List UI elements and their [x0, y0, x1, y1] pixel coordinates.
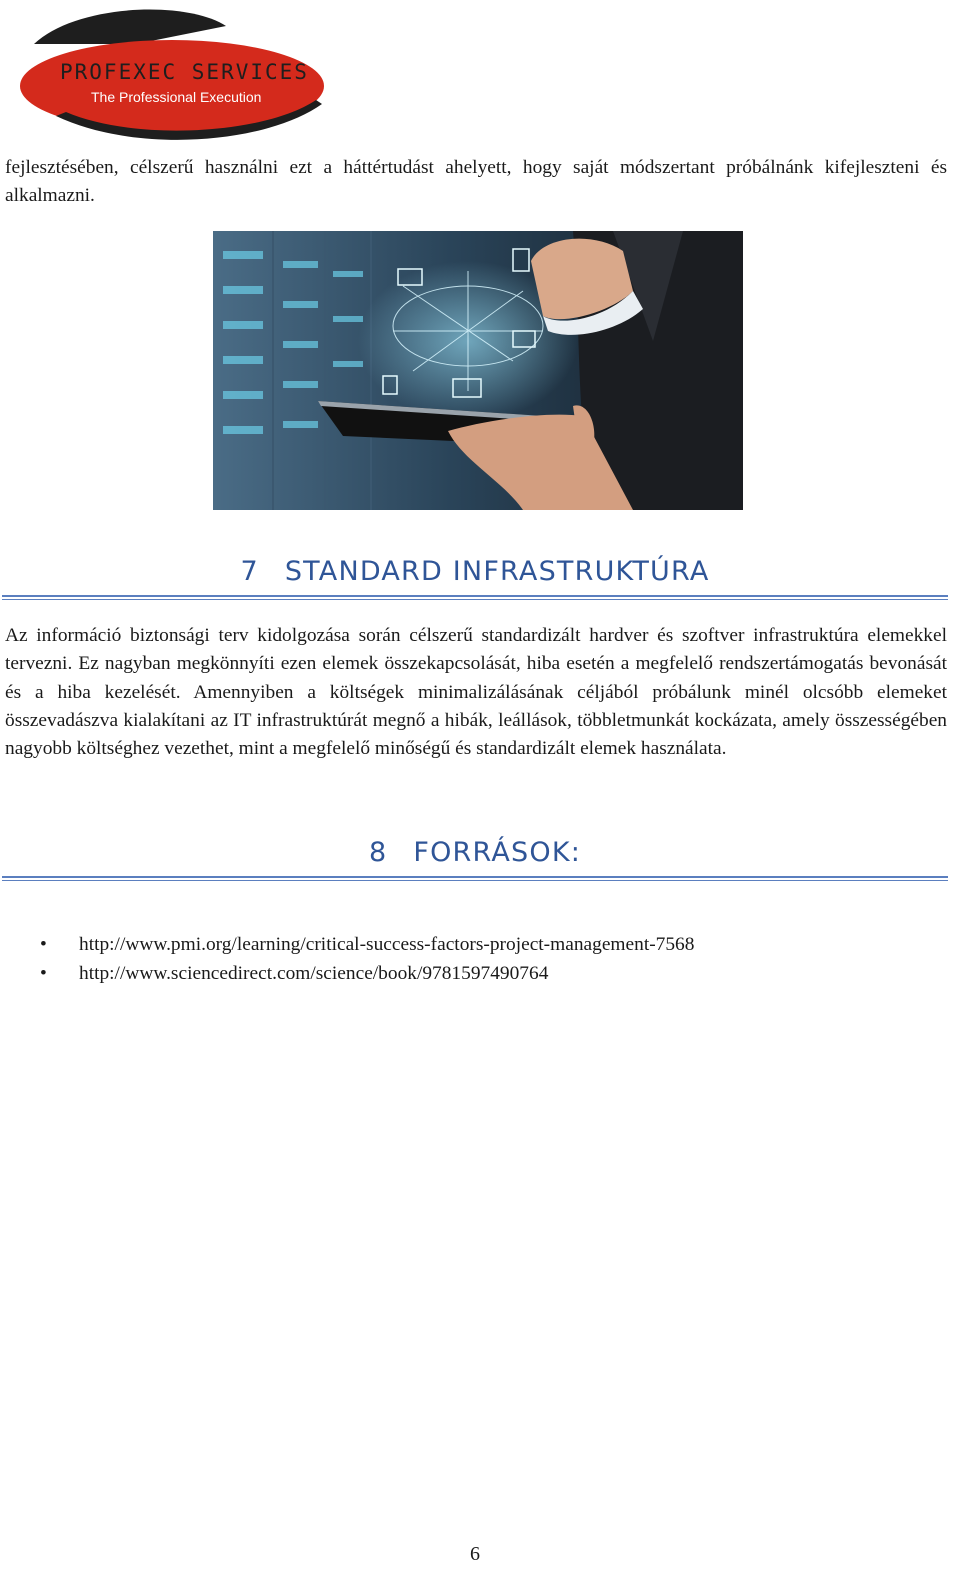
section-8-title: FORRÁSOK:: [413, 837, 582, 868]
section-8-divider: [2, 876, 948, 881]
intro-paragraph: fejlesztésében, célszerű használni ezt a háttértudást ahelyett, hogy saját módszertant próbálnánk kifejleszteni és alkalmazni.: [5, 157, 947, 207]
bullet-icon: •: [40, 934, 47, 955]
section-8-heading: [0, 837, 950, 868]
logo-tagline-text: The Professional Execution: [91, 89, 262, 105]
page-number: 6: [470, 1543, 480, 1565]
company-logo: [16, 4, 328, 146]
list-item: [40, 959, 940, 988]
list-item: [40, 930, 940, 959]
business-tablet-network-image: [213, 231, 743, 510]
reference-link-1[interactable]: http://www.pmi.org/learning/critical-success-factors-project-management-7568: [79, 934, 695, 955]
section-7-title: STANDARD INFRASTRUKTÚRA: [284, 556, 710, 587]
section-7-number: 7: [240, 556, 259, 587]
bullet-icon: •: [40, 963, 47, 984]
reference-link-2[interactable]: http://www.sciencedirect.com/science/book/9781597490764: [79, 963, 549, 984]
section-7-paragraph: Az információ biztonsági terv kidolgozása során célszerű standardizált hardver és szoftver infrastruktúra elemekkel tervezni. Ez nagyban megkönnyíti ezen elemek összekapcsolását, hiba esetén a megfelelő rendszertámogatás bevonását és a hiba kezelését. Amennyiben a költségek minimalizálásának céljából próbálunk minél olcsóbb elemeket összevadászva kialakítani az IT infrastruktúrát megnő a hibák, leállások, többletmunkát kockázata, amely összességében nagyobb költséghez vezethet, mint a megfelelő minőségű és standardizált elemek használata.: [5, 625, 947, 760]
section-7-divider: [2, 595, 948, 600]
logo-brand-text: PROFEXEC SERVICES: [60, 60, 309, 84]
reference-list: [40, 930, 940, 988]
section-7-heading: [0, 556, 950, 587]
section-8-number: 8: [368, 837, 388, 868]
